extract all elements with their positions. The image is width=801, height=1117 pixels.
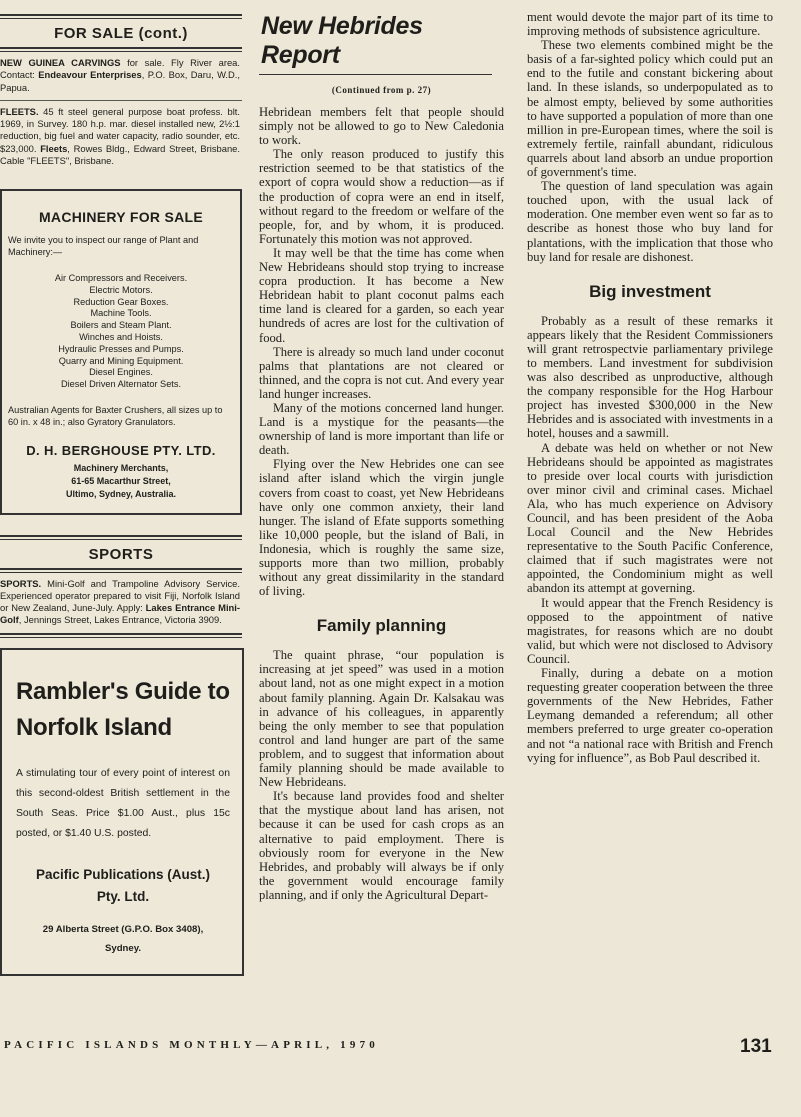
ad-lead: SPORTS. [0, 577, 42, 589]
publisher-line: Pacific Publications (Aust.) [35, 866, 211, 882]
article-headline: New Hebrides Report [261, 12, 423, 69]
machinery-intro: We invite you to inspect our range of Plant and Machinery:— [8, 235, 199, 258]
classified-ad-sports [0, 573, 242, 633]
classified-ad-carvings [0, 52, 242, 100]
article-column-center [259, 12, 504, 902]
article-paragraph: It may well be that the time has come when New Hebrideans should stop trying to increase copra production. It has become a New Hebridean habit to plant coconut palms each time land is cleared for a garden, so each year hundreds of acres are lost for the cultivation of food. [259, 245, 504, 345]
article-paragraph: Many of the motions concerned land hunger. Land is a mystique for the peasants—the ownership of land is more important than life or death. [259, 400, 504, 458]
list-item: Boilers and Steam Plant. [70, 320, 172, 331]
ad-text: for sale. Fly River area. Contact: [0, 57, 240, 81]
machinery-ad-box [0, 189, 242, 514]
article-column-right [527, 10, 773, 765]
machinery-agents: Australian Agents for Baxter Crushers, all sizes up to 60 in. x 48 in.; also Gyratory Granulators. [8, 404, 223, 427]
rambler-ad-box [0, 648, 244, 976]
ad-advertiser: Fleets [40, 142, 68, 154]
machinery-list [8, 273, 234, 391]
article-paragraph: It would appear that the French Residency is opposed to the appointment of native magistrates, for reasons which are no doubt valid, but which were not disclosed to Advisory Council. [527, 595, 773, 666]
article-paragraph: Flying over the New Hebrides one can see island after island which the virgin jungle covers from coast to coast, yet New Hebrideans have only one common anxiety, their land hunger. The island of Efate supports something like 10,000 people, but the island of Bali, in Indonesia, which is roughly the same size, supports more than two million, probably without any great dissimilarity in the standard of living. [259, 457, 504, 599]
ad-address: , P.O. Box, Daru, W.D., Papua. [0, 69, 240, 93]
publisher-line: Pty. Ltd. [96, 888, 150, 904]
ad-address: , Rowes Bldg., Edward Street, Brisbane. Cable "FLEETS", Brisbane. [0, 142, 240, 167]
machinery-address [8, 462, 234, 501]
article-paragraph: A debate was held on whether or not New Hebrideans should be appointed as magistrates to preside over local courts with jurisdiction over minor civil and criminal cases. Michael Ala, who has much experience on Advisory Council, and has been president of the Aoba Local Council and the New Hebrides representative to the South Pacific Conference, claimed that if such magistrates were not appointed, the Condominium might as well abandon its attempt at governing. [527, 440, 773, 596]
publication-footer: PACIFIC ISLANDS MONTHLY—APRIL, 1970 [4, 1039, 379, 1051]
rambler-title [16, 674, 230, 746]
page-number: 131 [740, 1036, 772, 1057]
rambler-address [16, 920, 230, 958]
list-item: Reduction Gear Boxes. [73, 296, 169, 307]
machinery-company: D. H. BERGHOUSE PTY. LTD. [26, 442, 216, 458]
article-paragraph: Finally, during a debate on a motion requesting greater cooperation between the three governments of the New Hebrides, Father Leymang demanded a referendum; all other members preferred to urge greater co-operation and not “a national race with British and French vying for influence”, as Bob Paul described it. [527, 666, 773, 765]
title-line: Norfolk Island [16, 713, 172, 741]
address-line: Ultimo, Sydney, Australia. [65, 488, 177, 499]
rambler-publisher [16, 864, 230, 908]
article-paragraph: ment would devote the major part of its time to improving methods of subsistence agriculture. [527, 10, 773, 39]
ad-advertiser: Endeavour Enterprises [38, 69, 142, 81]
rambler-description: A stimulating tour of every point of interest on this second-oldest British settlement in the South Seas. Price $1.00 Aust., plus 15c posted, or $1.40 U.S. posted. [16, 767, 230, 839]
ad-text: 45 ft steel general purpose boat profess. blt. 1969, in Survey. 180 h.p. mar. diesel installed new, 2½:1 reduction, big fuel and water capacity, radio sounder, etc. $23,000. [0, 105, 240, 154]
address-line: 29 Alberta Street (G.P.O. Box 3408), [42, 923, 204, 935]
address-line: 61-65 Macarthur Street, [71, 475, 171, 486]
ad-lead: FLEETS. [0, 105, 39, 117]
article-paragraph: Hebridean members felt that people should simply not be allowed to go to New Caledonia to work. [259, 105, 504, 148]
list-item: Air Compressors and Receivers. [54, 272, 188, 283]
list-item: Hydraulic Presses and Pumps. [58, 343, 184, 354]
continued-note: (Continued from p. 27) [331, 85, 432, 95]
ad-lead: NEW GUINEA CARVINGS [0, 57, 121, 68]
article-paragraph: The quaint phrase, “our population is increasing at jet speed” was used in a motion about land, not as one might expect in a motion about family planning. Again Dr. Kalsakau was in advance of his colleagues, in apparently being the only member to see that population control and land hunger are part of the same problem, and to suggest that information about family planning should be made available to New Hebrideans. [259, 648, 504, 790]
classifieds-column [0, 14, 242, 976]
address-line: Sydney. [104, 942, 142, 954]
article-paragraph: It's because land provides food and shelter that the mystique about land has arisen, not because it can be used for cash crops as an alternative to paid employment. There is obviously room for everyone in the New Hebrides, and probably will always be if only the government would encourage family planning, and if only the Agricultural Depart- [259, 789, 504, 902]
sports-section [0, 535, 242, 638]
article-paragraph: There is already so much land under coconut palms that plantations are not cleared or thinned, and the copra is not cut. And every year land hunger increases. [259, 344, 504, 401]
article-paragraph: The only reason produced to justify this restriction seemed to be that statistics of the export of copra would show a reduction—as if the production of copra were an end in itself, without regard to the freedom or welfare of the people, for, and by whom, it is produced. Fortunately this motion was not approved. [259, 147, 504, 246]
ad-advertiser: Lakes Entrance Mini-Golf [0, 602, 241, 626]
headline-rule [259, 74, 492, 75]
sports-heading: SPORTS [88, 545, 154, 563]
ad-text: Mini-Golf and Trampoline Advisory Service. Experienced operator prepared to visit Fiji, Norfolk Island or New Zealand, June-July. Apply: [0, 577, 240, 614]
list-item: Winches and Hoists. [79, 331, 163, 342]
machinery-heading: MACHINERY FOR SALE [38, 209, 204, 226]
list-item: Electric Motors. [89, 284, 153, 295]
address-line: Machinery Merchants, [73, 462, 169, 473]
classified-ad-fleets [0, 101, 242, 173]
ad-address: , Jennings Street, Lakes Entrance, Victoria 3909. [18, 614, 222, 626]
for-sale-heading: FOR SALE (cont.) [54, 25, 188, 42]
article-paragraph: The question of land speculation was again touched upon, with the usual lack of moderation. One member even went so far as to describe as honest those who buy land for plantations, with the implication that those who buy land for resale are dishonest. [527, 179, 773, 264]
list-item: Quarry and Mining Equipment. [58, 355, 184, 366]
article-paragraph: These two elements combined might be the basis of a far-sighted policy which could put an end to the futile and constant bickering about land. In these islands, so underpopulated as to be almost empty, believed by some authorities to have supported a population of more than one million in pre-European times, where the soil is extremely fertile, rainfall abundant, ridiculous quarrels about land absorb an undue proportion of government's time. [527, 38, 773, 180]
list-item: Machine Tools. [90, 308, 152, 319]
list-item: Diesel Engines. [89, 367, 153, 378]
article-paragraph: Probably as a result of these remarks it appears likely that the Resident Commissioners will grant retrospectvie parliamentary privilege to members. Land investment for subdivision was also described as unproductive, although the company responsible for the Hog Harbour project has invested $300,000 in the New Hebrides and is associated with investments in a hotel, houses and a sawmill. [527, 313, 773, 441]
list-item: Diesel Driven Alternator Sets. [61, 379, 181, 390]
title-line: Rambler's Guide to [16, 677, 230, 705]
section-rule [0, 633, 242, 638]
subhead-big-investment: Big investment [589, 281, 711, 301]
subhead-family-planning: Family planning [316, 616, 447, 636]
